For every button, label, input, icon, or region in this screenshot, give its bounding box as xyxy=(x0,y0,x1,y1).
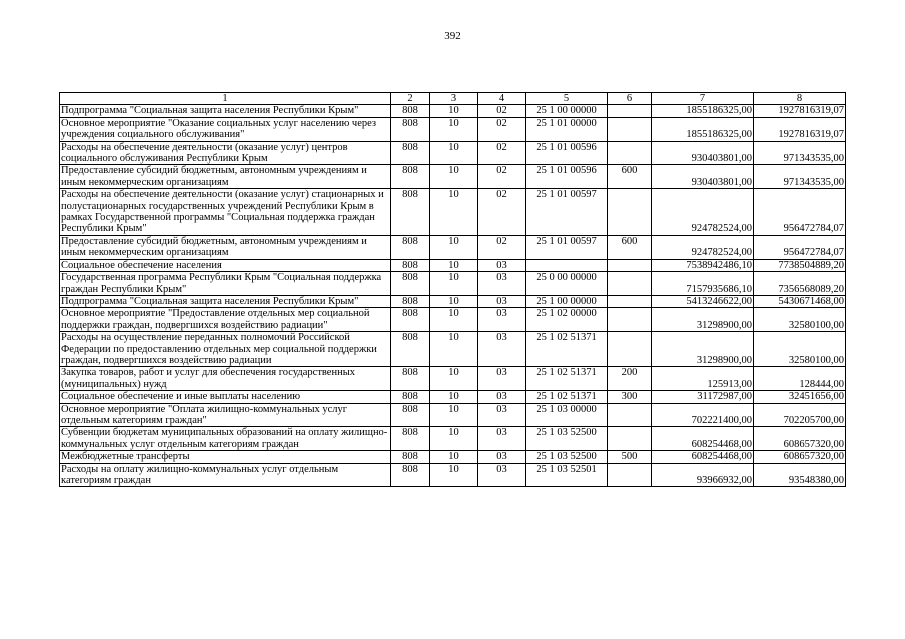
amount-year-2: 702205700,00 xyxy=(754,403,846,427)
table-row xyxy=(60,105,846,117)
amount-year-2: 971343535,00 xyxy=(754,141,846,165)
code-target-article: 25 1 00 00000 xyxy=(526,105,608,117)
code-ministry: 808 xyxy=(391,141,430,165)
code-ministry: 808 xyxy=(391,259,430,271)
budget-table xyxy=(59,92,846,487)
code-ministry: 808 xyxy=(391,295,430,307)
code-section: 10 xyxy=(430,427,478,451)
amount-year-2: 128444,00 xyxy=(754,367,846,391)
item-name: Основное мероприятие "Предоставление отдельных мер социальной поддержки граждан, подвергшихся воздействию радиации" xyxy=(60,308,391,332)
code-section: 10 xyxy=(430,105,478,117)
amount-year-2: 608657320,00 xyxy=(754,427,846,451)
code-subsection: 02 xyxy=(478,165,526,189)
code-target-article: 25 1 01 00597 xyxy=(526,189,608,236)
code-target-article: 25 1 01 00596 xyxy=(526,165,608,189)
code-section: 10 xyxy=(430,332,478,367)
code-ministry: 808 xyxy=(391,189,430,236)
code-target-article: 25 1 01 00597 xyxy=(526,235,608,259)
table-row xyxy=(60,308,846,332)
item-name: Межбюджетные трансферты xyxy=(60,451,391,463)
table-row xyxy=(60,451,846,463)
header-cell: 5 xyxy=(526,93,608,105)
item-name: Закупка товаров, работ и услуг для обеспечения государственных (муниципальных) нужд xyxy=(60,367,391,391)
amount-year-1: 93966932,00 xyxy=(652,463,754,487)
code-target-article: 25 1 02 51371 xyxy=(526,367,608,391)
code-subsection: 03 xyxy=(478,367,526,391)
code-section: 10 xyxy=(430,117,478,141)
code-subsection: 03 xyxy=(478,272,526,296)
code-target-article: 25 1 03 52500 xyxy=(526,451,608,463)
amount-year-1: 608254468,00 xyxy=(652,451,754,463)
code-ministry: 808 xyxy=(391,391,430,403)
code-ministry: 808 xyxy=(391,451,430,463)
code-expense-type xyxy=(608,295,652,307)
code-subsection: 02 xyxy=(478,235,526,259)
code-section: 10 xyxy=(430,235,478,259)
code-ministry: 808 xyxy=(391,403,430,427)
code-target-article: 25 1 02 51371 xyxy=(526,391,608,403)
code-expense-type xyxy=(608,272,652,296)
amount-year-2: 956472784,07 xyxy=(754,235,846,259)
code-target-article: 25 1 03 52501 xyxy=(526,463,608,487)
code-ministry: 808 xyxy=(391,272,430,296)
amount-year-1: 608254468,00 xyxy=(652,427,754,451)
item-name: Предоставление субсидий бюджетным, автономным учреждениям и иным некоммерческим организациям xyxy=(60,235,391,259)
code-subsection: 03 xyxy=(478,295,526,307)
code-target-article: 25 1 01 00596 xyxy=(526,141,608,165)
amount-year-1: 702221400,00 xyxy=(652,403,754,427)
code-expense-type xyxy=(608,427,652,451)
amount-year-2: 1927816319,07 xyxy=(754,105,846,117)
code-section: 10 xyxy=(430,451,478,463)
amount-year-2: 956472784,07 xyxy=(754,189,846,236)
amount-year-1: 930403801,00 xyxy=(652,141,754,165)
code-subsection: 02 xyxy=(478,141,526,165)
amount-year-2: 32580100,00 xyxy=(754,332,846,367)
item-name: Социальное обеспечение и иные выплаты населению xyxy=(60,391,391,403)
code-ministry: 808 xyxy=(391,165,430,189)
item-name: Основное мероприятие "Оказание социальных услуг населению через учреждения социального обслуживания" xyxy=(60,117,391,141)
amount-year-1: 1855186325,00 xyxy=(652,105,754,117)
amount-year-1: 930403801,00 xyxy=(652,165,754,189)
code-expense-type xyxy=(608,308,652,332)
item-name: Основное мероприятие "Оплата жилищно-коммунальных услуг отдельным категориям граждан" xyxy=(60,403,391,427)
code-ministry: 808 xyxy=(391,427,430,451)
code-expense-type: 300 xyxy=(608,391,652,403)
code-ministry: 808 xyxy=(391,332,430,367)
table-row xyxy=(60,165,846,189)
item-name: Расходы на обеспечение деятельности (оказание услуг) центров социального обслуживания Республики Крым xyxy=(60,141,391,165)
table-row xyxy=(60,189,846,236)
amount-year-1: 7157935686,10 xyxy=(652,272,754,296)
item-name: Субвенции бюджетам муниципальных образований на оплату жилищно-коммунальных услуг отдельным категориям граждан xyxy=(60,427,391,451)
code-section: 10 xyxy=(430,391,478,403)
item-name: Подпрограмма "Социальная защита населения Республики Крым" xyxy=(60,105,391,117)
code-target-article: 25 1 02 51371 xyxy=(526,332,608,367)
code-target-article: 25 1 00 00000 xyxy=(526,295,608,307)
code-expense-type xyxy=(608,105,652,117)
item-name: Государственная программа Республики Крым "Социальная поддержка граждан Республики Крым" xyxy=(60,272,391,296)
amount-year-1: 924782524,00 xyxy=(652,189,754,236)
code-expense-type: 600 xyxy=(608,165,652,189)
header-cell: 8 xyxy=(754,93,846,105)
code-ministry: 808 xyxy=(391,308,430,332)
table-row xyxy=(60,403,846,427)
table-row xyxy=(60,332,846,367)
amount-year-2: 32580100,00 xyxy=(754,308,846,332)
header-cell: 1 xyxy=(60,93,391,105)
code-expense-type xyxy=(608,117,652,141)
code-subsection: 03 xyxy=(478,427,526,451)
amount-year-2: 5430671468,00 xyxy=(754,295,846,307)
item-name: Расходы на оплату жилищно-коммунальных услуг отдельным категориям граждан xyxy=(60,463,391,487)
code-section: 10 xyxy=(430,463,478,487)
amount-year-1: 7538942486,10 xyxy=(652,259,754,271)
page-number: 392 xyxy=(444,30,461,42)
code-subsection: 02 xyxy=(478,189,526,236)
amount-year-2: 93548380,00 xyxy=(754,463,846,487)
code-section: 10 xyxy=(430,259,478,271)
table-row xyxy=(60,272,846,296)
code-ministry: 808 xyxy=(391,367,430,391)
code-section: 10 xyxy=(430,367,478,391)
item-name: Социальное обеспечение населения xyxy=(60,259,391,271)
item-name: Расходы на осуществление переданных полномочий Российской Федерации по предоставлению отдельных мер социальной поддержки граждан, подвергшихся воздействию радиации xyxy=(60,332,391,367)
amount-year-1: 31298900,00 xyxy=(652,308,754,332)
header-row xyxy=(60,93,846,105)
table-row xyxy=(60,463,846,487)
amount-year-2: 608657320,00 xyxy=(754,451,846,463)
header-cell: 7 xyxy=(652,93,754,105)
code-subsection: 03 xyxy=(478,403,526,427)
amount-year-1: 125913,00 xyxy=(652,367,754,391)
code-section: 10 xyxy=(430,189,478,236)
code-subsection: 03 xyxy=(478,332,526,367)
amount-year-2: 7356568089,20 xyxy=(754,272,846,296)
code-target-article xyxy=(526,259,608,271)
header-cell: 2 xyxy=(391,93,430,105)
code-section: 10 xyxy=(430,403,478,427)
code-subsection: 03 xyxy=(478,308,526,332)
header-cell: 4 xyxy=(478,93,526,105)
table-row xyxy=(60,367,846,391)
code-section: 10 xyxy=(430,295,478,307)
code-subsection: 02 xyxy=(478,105,526,117)
code-target-article: 25 0 00 00000 xyxy=(526,272,608,296)
item-name: Подпрограмма "Социальная защита населения Республики Крым" xyxy=(60,295,391,307)
code-expense-type xyxy=(608,403,652,427)
code-section: 10 xyxy=(430,141,478,165)
item-name: Предоставление субсидий бюджетным, автономным учреждениям и иным некоммерческим организациям xyxy=(60,165,391,189)
table-row xyxy=(60,427,846,451)
amount-year-2: 971343535,00 xyxy=(754,165,846,189)
code-section: 10 xyxy=(430,165,478,189)
table-row xyxy=(60,141,846,165)
code-expense-type: 500 xyxy=(608,451,652,463)
code-target-article: 25 1 01 00000 xyxy=(526,117,608,141)
code-ministry: 808 xyxy=(391,463,430,487)
code-subsection: 03 xyxy=(478,391,526,403)
code-expense-type xyxy=(608,332,652,367)
amount-year-1: 31172987,00 xyxy=(652,391,754,403)
table-row xyxy=(60,117,846,141)
table-body xyxy=(60,93,846,487)
header-cell: 3 xyxy=(430,93,478,105)
table-row xyxy=(60,235,846,259)
amount-year-2: 1927816319,07 xyxy=(754,117,846,141)
code-expense-type xyxy=(608,189,652,236)
amount-year-1: 31298900,00 xyxy=(652,332,754,367)
code-ministry: 808 xyxy=(391,235,430,259)
code-section: 10 xyxy=(430,308,478,332)
code-target-article: 25 1 03 00000 xyxy=(526,403,608,427)
code-expense-type xyxy=(608,463,652,487)
amount-year-2: 32451656,00 xyxy=(754,391,846,403)
code-subsection: 02 xyxy=(478,117,526,141)
code-target-article: 25 1 02 00000 xyxy=(526,308,608,332)
item-name: Расходы на обеспечение деятельности (оказание услуг) стационарных и полустационарных государственных учреждений Республики Крым в рамках Государственной программы "Социальная поддержка граждан Республики Крым" xyxy=(60,189,391,236)
header-cell: 6 xyxy=(608,93,652,105)
code-subsection: 03 xyxy=(478,259,526,271)
table-row xyxy=(60,295,846,307)
amount-year-1: 5413246622,00 xyxy=(652,295,754,307)
code-expense-type: 600 xyxy=(608,235,652,259)
code-subsection: 03 xyxy=(478,463,526,487)
code-expense-type: 200 xyxy=(608,367,652,391)
code-section: 10 xyxy=(430,272,478,296)
amount-year-1: 924782524,00 xyxy=(652,235,754,259)
amount-year-2: 7738504889,20 xyxy=(754,259,846,271)
code-ministry: 808 xyxy=(391,117,430,141)
code-target-article: 25 1 03 52500 xyxy=(526,427,608,451)
code-expense-type xyxy=(608,141,652,165)
code-expense-type xyxy=(608,259,652,271)
amount-year-1: 1855186325,00 xyxy=(652,117,754,141)
code-ministry: 808 xyxy=(391,105,430,117)
table-row xyxy=(60,391,846,403)
code-subsection: 03 xyxy=(478,451,526,463)
table-row xyxy=(60,259,846,271)
